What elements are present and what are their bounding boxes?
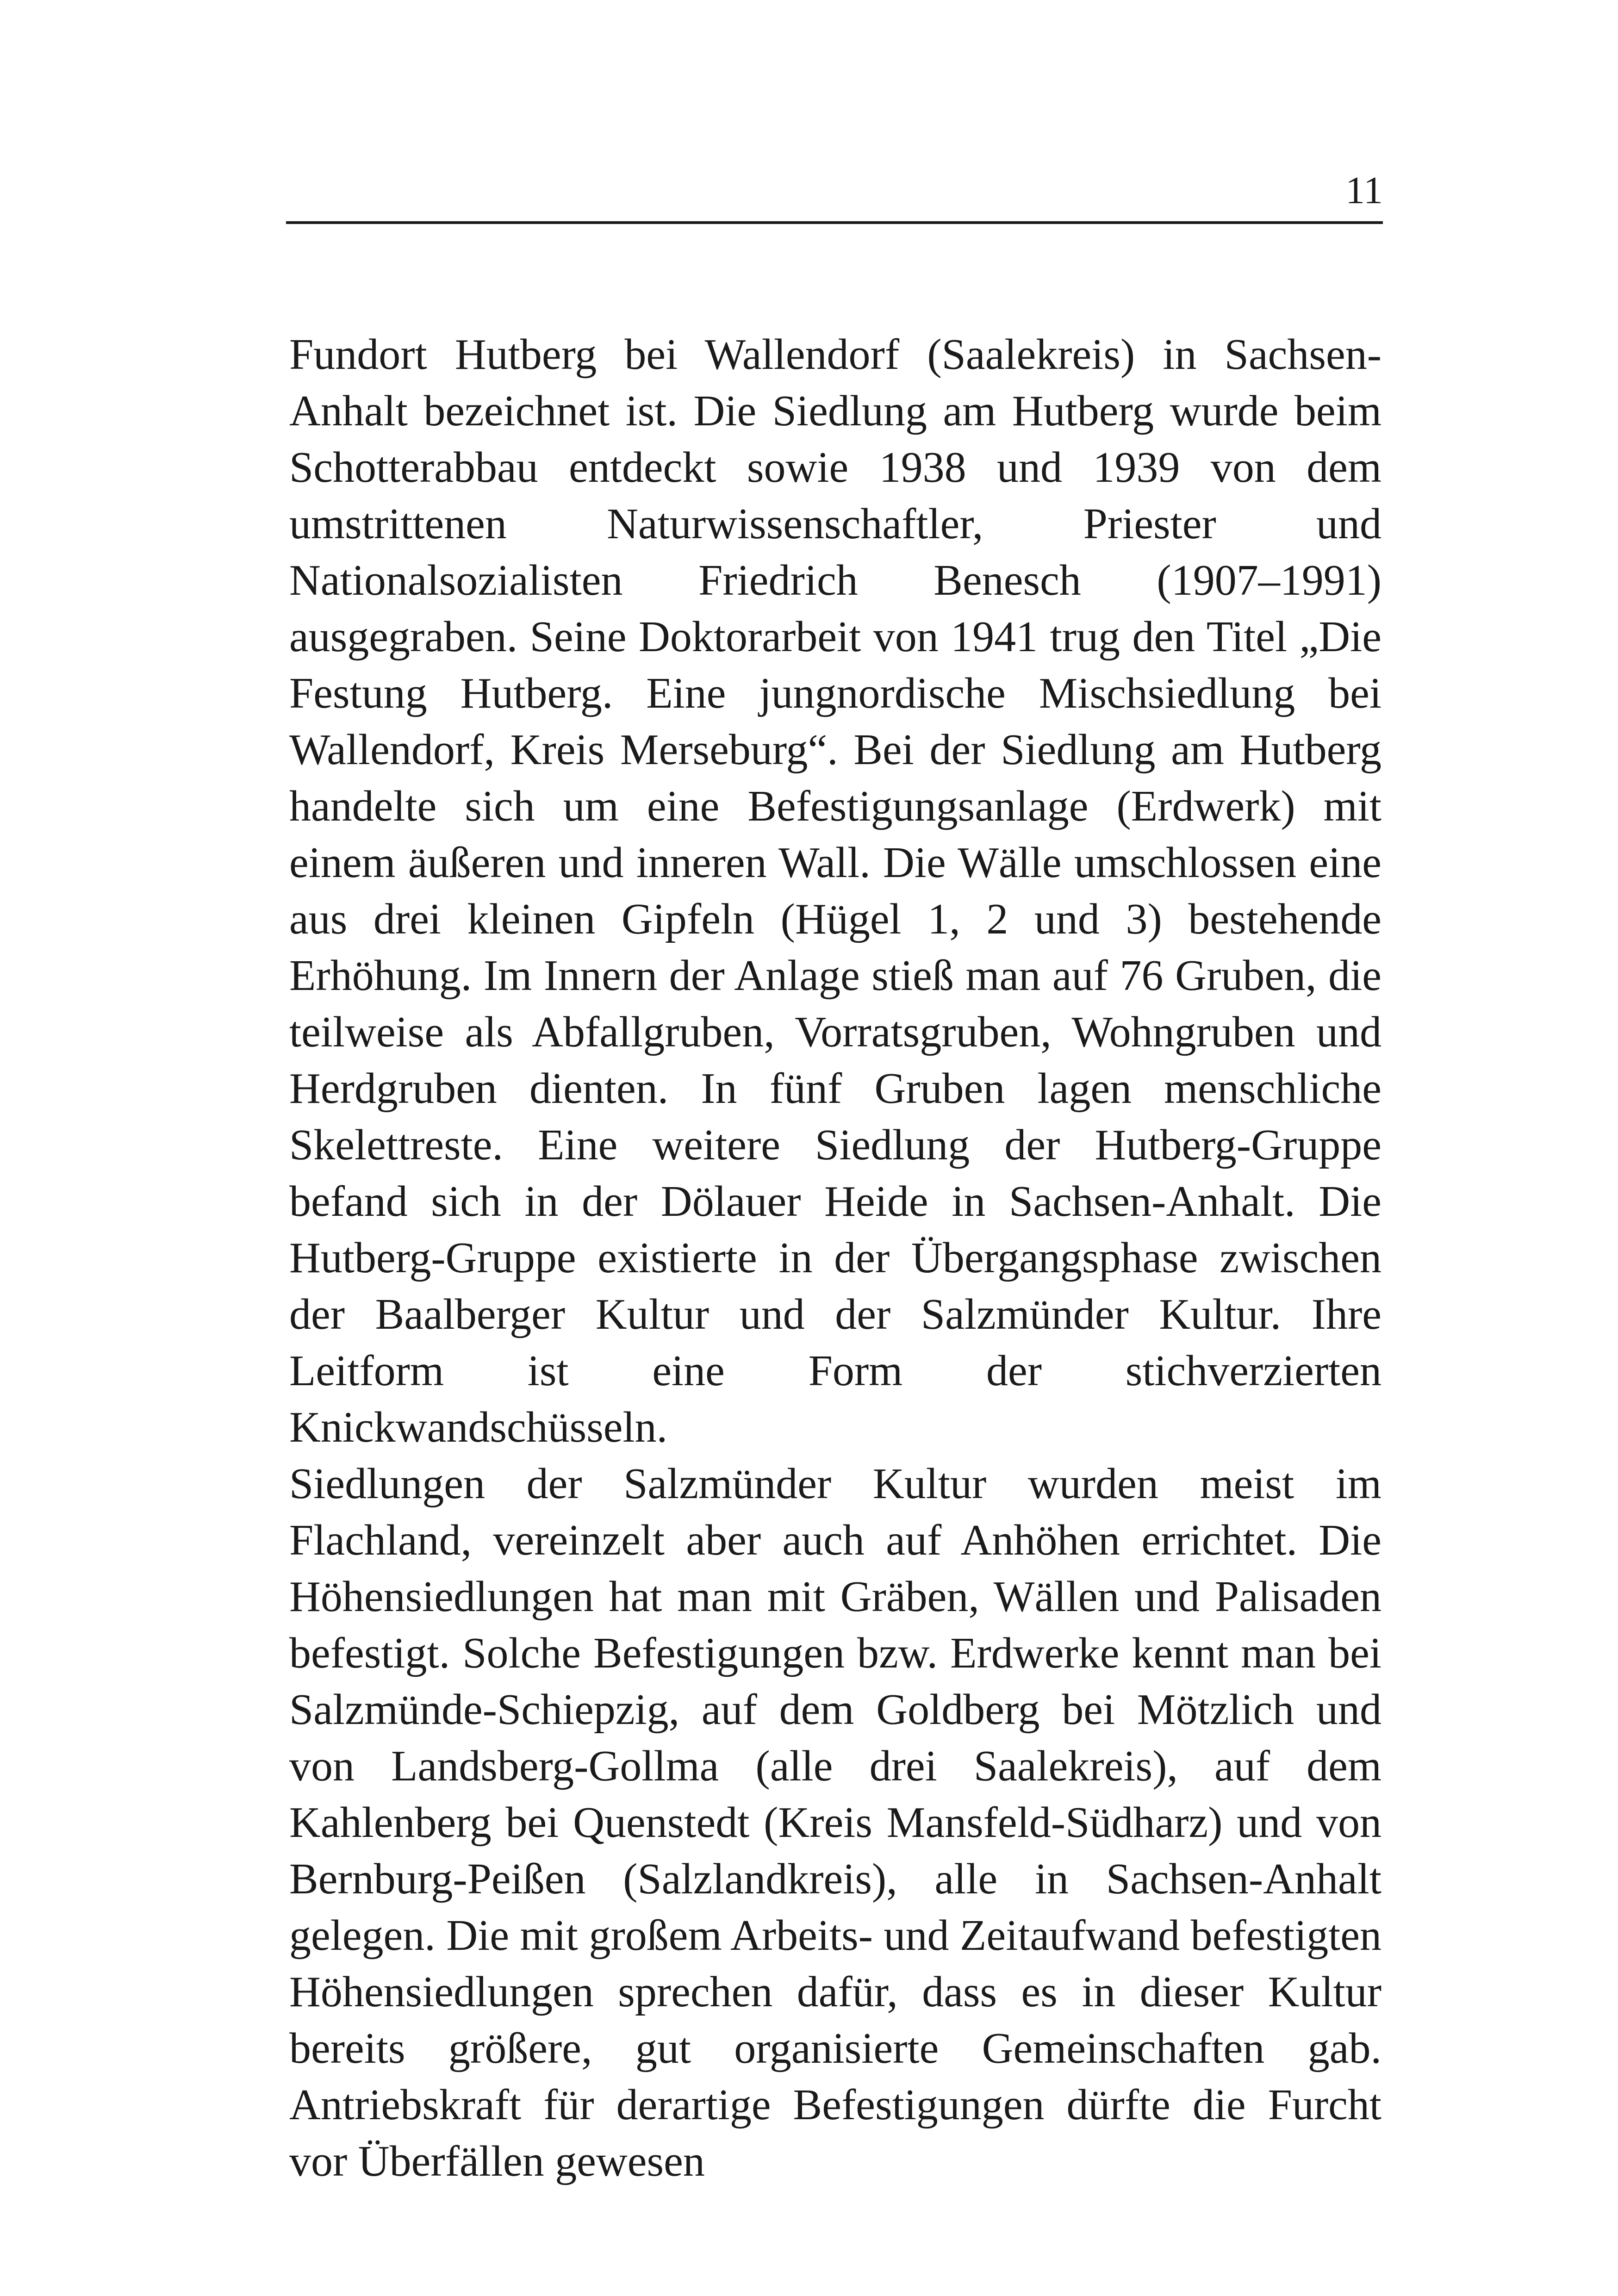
body-text bbox=[289, 326, 1382, 2190]
paragraph-2: Siedlungen der Salzmünder Kultur wurden meist im Flachland, vereinzelt aber auch auf Anhöhen errichtet. Die Höhensiedlungen hat man mit Gräben, Wällen und Palisaden befestigt. Solche Befestigungen bzw. Erdwerke kennt man bei Salzmünde-Schiepzig, auf dem Goldberg bei Mötzlich und von Landsberg-Gollma (alle drei Saalekreis), auf dem Kahlenberg bei Quenstedt (Kreis Mansfeld-Südharz) und von Bernburg-Peißen (Salzlandkreis), alle in Sachsen-Anhalt gelegen. Die mit großem Arbeits- und Zeitaufwand befestigten Höhensiedlungen sprechen dafür, dass es in dieser Kultur bereits größere, gut organisierte Gemeinschaften gab. Antriebskraft für derartige Befestigungen dürfte die Furcht vor Überfällen gewesen bbox=[289, 1460, 1382, 2185]
page-number: 11 bbox=[1345, 169, 1383, 212]
header-rule bbox=[286, 221, 1383, 224]
page-header bbox=[286, 157, 1383, 222]
paragraph-1: Fundort Hutberg bei Wallendorf (Saalekreis) in Sachsen-Anhalt bezeichnet ist. Die Siedlung am Hutberg wurde beim Schotterabbau entdeckt sowie 1938 und 1939 von dem umstrittenen Naturwissenschaftler, Priester und Nationalsozialisten Friedrich Benesch (1907–1991) ausgegraben. Seine Doktorarbeit von 1941 trug den Titel „Die Festung Hutberg. Eine jungnordische Mischsiedlung bei Wallendorf, Kreis Merseburg“. Bei der Siedlung am Hutberg handelte sich um eine Befestigungsanlage (Erdwerk) mit einem äußeren und inneren Wall. Die Wälle umschlossen eine aus drei kleinen Gipfeln (Hügel 1, 2 und 3) bestehende Erhöhung. Im Innern der Anlage stieß man auf 76 Gruben, die teilweise als Abfallgruben, Vorratsgruben, Wohngruben und Herdgruben dienten. In fünf Gruben lagen menschliche Skelettreste. Eine weitere Siedlung der Hutberg-Gruppe befand sich in der Dölauer Heide in Sachsen-Anhalt. Die Hutberg-Gruppe existierte in der Übergangsphase zwischen der Baalberger Kultur und der Salzmünder Kultur. Ihre Leitform ist eine Form der stichverzierten Knickwandschüsseln. bbox=[289, 330, 1382, 1451]
